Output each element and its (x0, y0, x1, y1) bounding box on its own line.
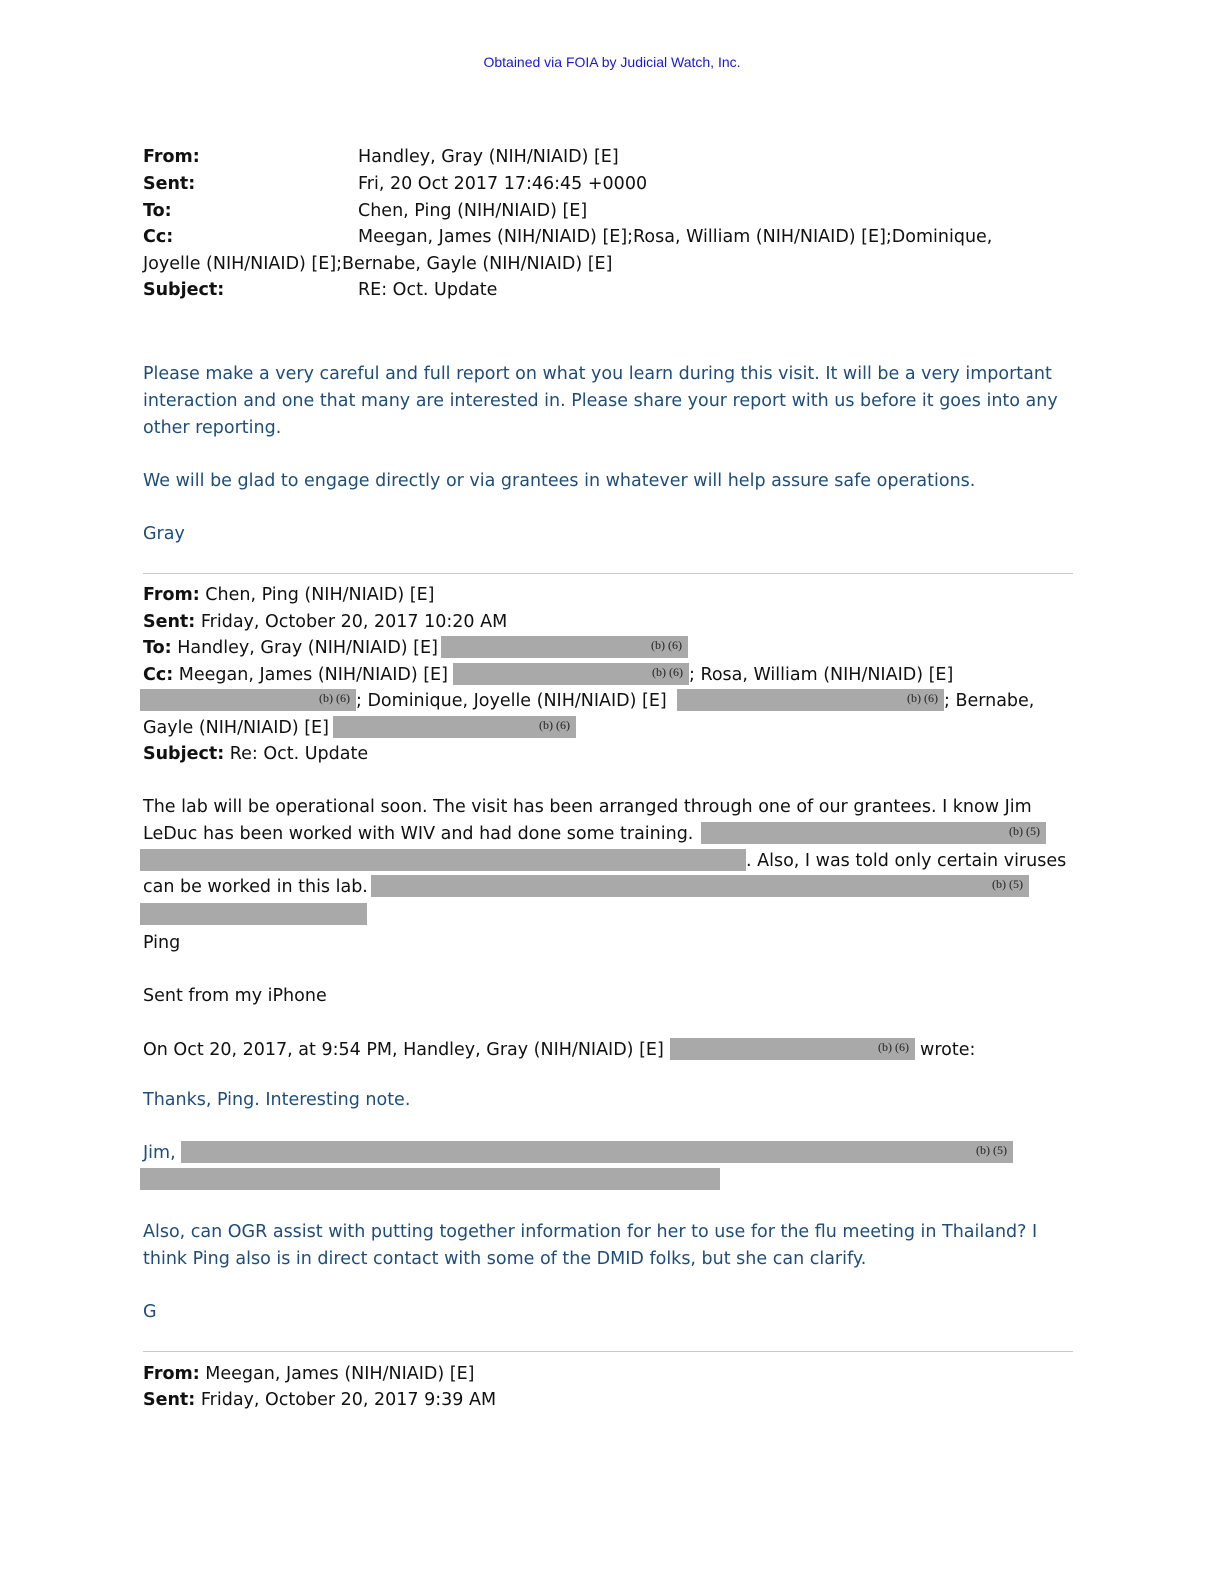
subject-label: Subject: (143, 280, 225, 300)
msg2-quote-intro: On Oct 20, 2017, at 9:54 PM, Handley, Gray (NIH/NIAID) [E] (143, 1040, 664, 1060)
redaction-b5-continued (140, 849, 746, 871)
redaction-b6: (b) (6) (677, 689, 944, 711)
msg2-cc-b: ; Rosa, William (NIH/NIAID) [E] (689, 665, 954, 685)
msg2-body-line: . Also, I was told only certain viruses (746, 851, 1067, 871)
cc-value-line2: Joyelle (NIH/NIAID) [E];Bernabe, Gayle (NIH/NIAID) [E] (143, 254, 613, 274)
msg2-from: From: Chen, Ping (NIH/NIAID) [E] (143, 585, 435, 605)
to-value: Chen, Ping (NIH/NIAID) [E] (358, 201, 588, 221)
msg2-subject: Subject: Re: Oct. Update (143, 744, 369, 764)
msg2-body-line: can be worked in this lab. (143, 877, 368, 897)
message-divider (143, 573, 1073, 574)
redaction-b5-continued (140, 903, 367, 925)
reply-paragraph-line: We will be glad to engage directly or via grantees in whatever will help assure safe operations. (143, 471, 976, 491)
from-value: Handley, Gray (NIH/NIAID) [E] (358, 147, 619, 167)
redaction-b5: (b) (5) (371, 875, 1029, 897)
msg2-body-line: LeDuc has been worked with WIV and had done some training. (143, 824, 694, 844)
redaction-b6: (b) (6) (441, 636, 688, 658)
redaction-b6: (b) (6) (670, 1038, 915, 1060)
redaction-b6: (b) (6) (333, 716, 576, 738)
reply-paragraph-line: interaction and one that many are interested in. Please share your report with us before it goes into any (143, 391, 1058, 411)
msg4-sent: Sent: Friday, October 20, 2017 9:39 AM (143, 1390, 497, 1410)
msg2-sent: Sent: Friday, October 20, 2017 10:20 AM (143, 612, 508, 632)
msg2-cc-e: Gayle (NIH/NIAID) [E] (143, 718, 329, 738)
msg2-cc-a: Cc: Meegan, James (NIH/NIAID) [E] (143, 665, 448, 685)
subject-value: RE: Oct. Update (358, 280, 498, 300)
msg2-body-line: The lab will be operational soon. The visit has been arranged through one of our grantees. I know Jim (143, 797, 1032, 817)
msg4-from: From: Meegan, James (NIH/NIAID) [E] (143, 1364, 475, 1384)
msg2-to: To: Handley, Gray (NIH/NIAID) [E] (143, 638, 438, 658)
redaction-b5: (b) (5) (181, 1141, 1013, 1163)
cc-label: Cc: (143, 227, 174, 247)
foia-stamp: Obtained via FOIA by Judicial Watch, Inc. (483, 54, 741, 70)
reply-paragraph-line: Please make a very careful and full report on what you learn during this visit. It will be a very important (143, 364, 1052, 384)
redaction-b6: (b) (6) (453, 663, 689, 685)
msg3-thanks: Thanks, Ping. Interesting note. (143, 1090, 411, 1110)
msg2-cc-d: ; Bernabe, (944, 691, 1035, 711)
redaction-b5-continued (140, 1168, 720, 1190)
msg3-signature: G (143, 1302, 157, 1322)
cc-value-line1: Meegan, James (NIH/NIAID) [E];Rosa, William (NIH/NIAID) [E];Dominique, (358, 227, 993, 247)
msg3-body-line: think Ping also is in direct contact with some of the DMID folks, but she can clarify. (143, 1249, 867, 1269)
msg2-sent-from: Sent from my iPhone (143, 986, 327, 1006)
reply-paragraph-line: other reporting. (143, 418, 282, 438)
to-label: To: (143, 201, 172, 221)
sent-label: Sent: (143, 174, 196, 194)
msg3-body-line: Also, can OGR assist with putting together information for her to use for the flu meeting in Thailand? I (143, 1222, 1038, 1242)
from-label: From: (143, 147, 200, 167)
message-divider (143, 1351, 1073, 1352)
redaction-b6: (b) (6) (140, 689, 356, 711)
msg2-signature: Ping (143, 933, 181, 953)
redaction-b5: (b) (5) (701, 822, 1046, 844)
msg2-quote-wrote: wrote: (920, 1040, 976, 1060)
sent-value: Fri, 20 Oct 2017 17:46:45 +0000 (358, 174, 648, 194)
msg3-jim: Jim, (143, 1143, 176, 1163)
reply-signature: Gray (143, 524, 185, 544)
msg2-cc-c: ; Dominique, Joyelle (NIH/NIAID) [E] (356, 691, 667, 711)
